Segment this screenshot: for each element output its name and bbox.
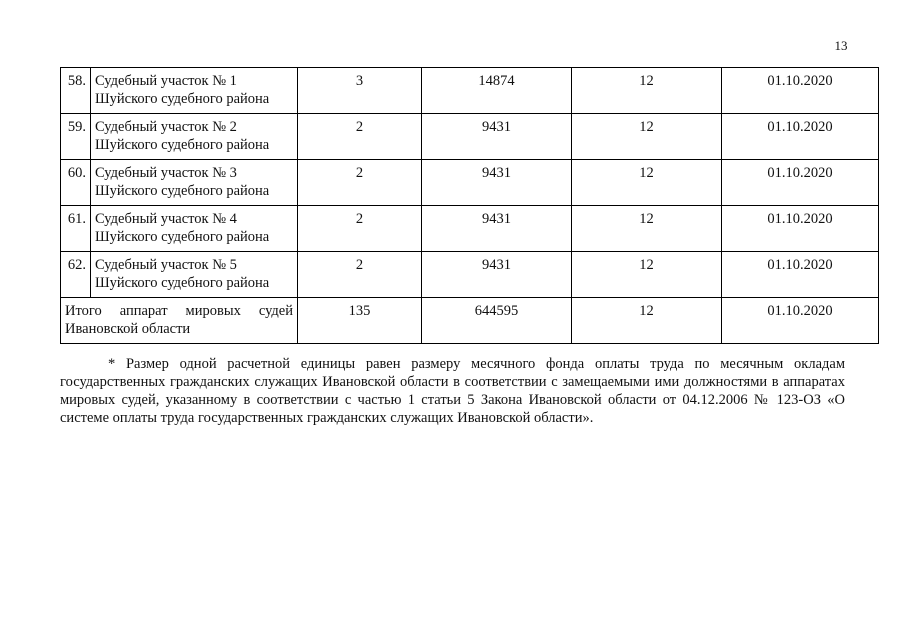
court-section-name <box>91 206 298 252</box>
row-number: 62. <box>61 252 91 298</box>
row-number: 59. <box>61 114 91 160</box>
total-units-cell: 135 <box>298 298 422 344</box>
total-amount-cell: 644595 <box>422 298 572 344</box>
date-cell: 01.10.2020 <box>722 206 879 252</box>
total-row <box>61 298 879 344</box>
date-cell: 01.10.2020 <box>722 252 879 298</box>
total-months-cell: 12 <box>572 298 722 344</box>
court-section-name <box>91 68 298 114</box>
amount-cell: 9431 <box>422 160 572 206</box>
months-cell: 12 <box>572 68 722 114</box>
total-label-line2: Ивановской области <box>65 321 191 337</box>
units-cell: 2 <box>298 206 422 252</box>
court-section-title: Судебный участок № 3 <box>95 165 237 181</box>
total-label-line1: Итого аппарат мировых судей <box>65 303 293 319</box>
court-sections-table <box>60 67 879 344</box>
row-number: 60. <box>61 160 91 206</box>
court-district: Шуйского судебного района <box>95 275 270 291</box>
months-cell: 12 <box>572 206 722 252</box>
row-number: 61. <box>61 206 91 252</box>
court-section-name <box>91 252 298 298</box>
months-cell: 12 <box>572 252 722 298</box>
date-cell: 01.10.2020 <box>722 68 879 114</box>
amount-cell: 9431 <box>422 114 572 160</box>
units-cell: 2 <box>298 114 422 160</box>
court-district: Шуйского судебного района <box>95 91 270 107</box>
row-number: 58. <box>61 68 91 114</box>
months-cell: 12 <box>572 160 722 206</box>
court-district: Шуйского судебного района <box>95 183 270 199</box>
page-number: 13 <box>834 38 848 53</box>
table-row <box>61 252 879 298</box>
units-cell: 2 <box>298 252 422 298</box>
units-cell: 2 <box>298 160 422 206</box>
court-section-title: Судебный участок № 4 <box>95 211 237 227</box>
court-section-title: Судебный участок № 1 <box>95 73 237 89</box>
amount-cell: 9431 <box>422 252 572 298</box>
footnote: * Размер одной расчетной единицы равен размеру месячного фонда оплаты труда по месячным окладам государственных гражданских служащих Ивановской области в соответствии с замещаемыми ими должностями в аппаратах мировых судей, указанному в соответствии с частью 1 статьи 5 Закона Ивановской области от 04.12.2006 № 123-ОЗ «О системе оплаты труда государственных гражданских служащих Ивановской области». <box>60 356 845 426</box>
table-row <box>61 160 879 206</box>
date-cell: 01.10.2020 <box>722 160 879 206</box>
total-label <box>61 298 298 344</box>
date-cell: 01.10.2020 <box>722 114 879 160</box>
court-section-name <box>91 114 298 160</box>
court-section-title: Судебный участок № 5 <box>95 257 237 273</box>
court-district: Шуйского судебного района <box>95 229 270 245</box>
amount-cell: 9431 <box>422 206 572 252</box>
units-cell: 3 <box>298 68 422 114</box>
court-district: Шуйского судебного района <box>95 137 270 153</box>
court-section-title: Судебный участок № 2 <box>95 119 237 135</box>
total-date-cell: 01.10.2020 <box>722 298 879 344</box>
months-cell: 12 <box>572 114 722 160</box>
table-row <box>61 114 879 160</box>
table-row <box>61 206 879 252</box>
court-section-name <box>91 160 298 206</box>
amount-cell: 14874 <box>422 68 572 114</box>
table-row <box>61 68 879 114</box>
